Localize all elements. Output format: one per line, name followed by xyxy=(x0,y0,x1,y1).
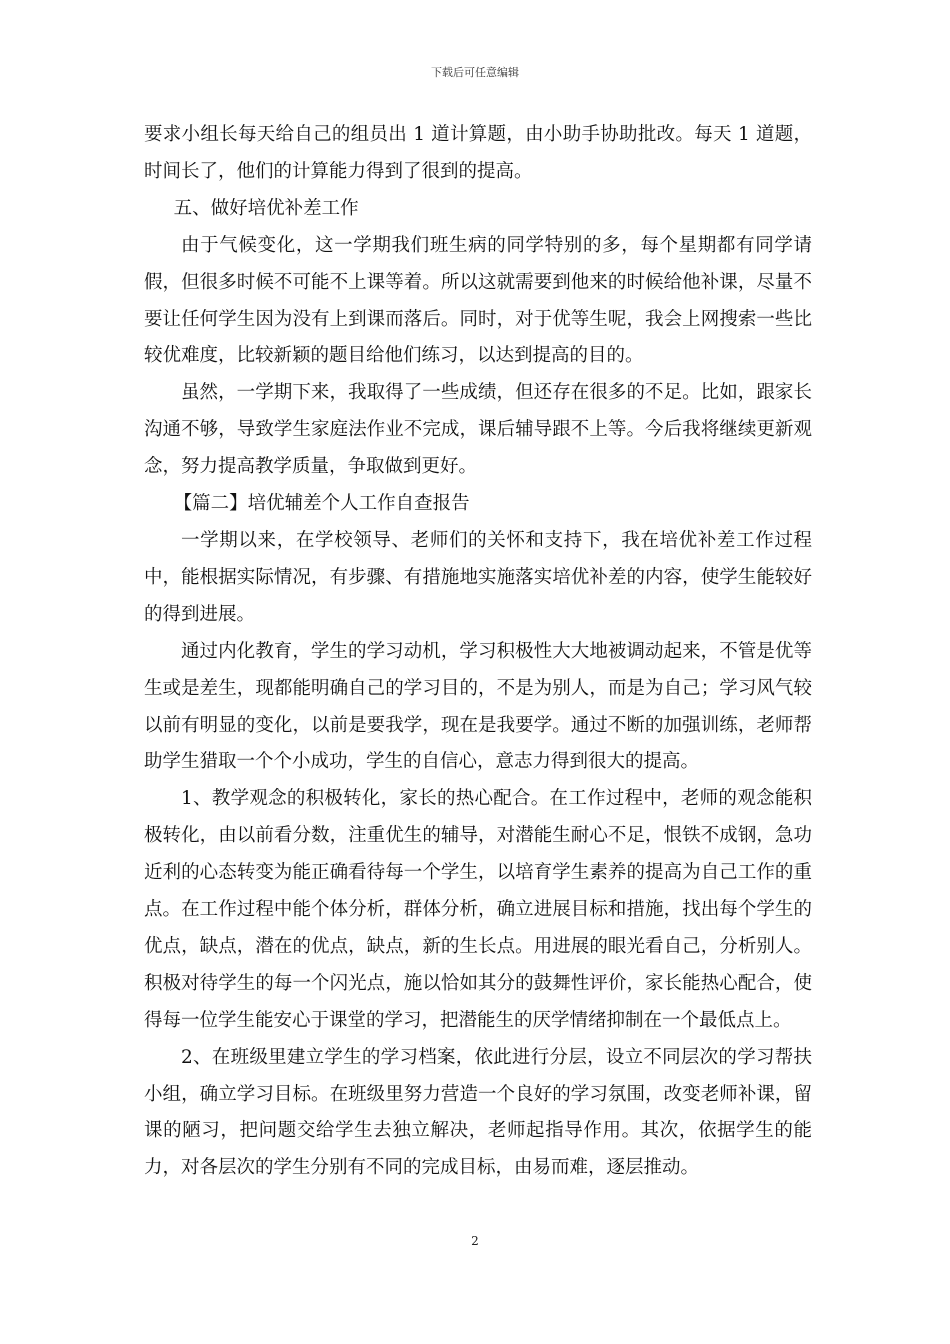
paragraph: 2、在班级里建立学生的学习档案，依此进行分层，设立不同层次的学习帮扶小组，确立学习目标。在班级里努力营造一个良好的学习氛围，改变老师补课，留课的陋习，把问题交给学生去独立解决，老师起指导作用。其次，依据学生的能力，对各层次的学生分别有不同的完成目标，由易而难，逐层推动。 xyxy=(144,1046,812,1179)
paragraph: 通过内化教育，学生的学习动机，学习积极性大大地被调动起来，不管是优等生或是差生，现都能明确自己的学习目的，不是为别人，而是为自己；学习风气较以前有明显的变化，以前是要我学，现在是我要学。通过不断的加强训练，老师帮助学生猎取一个个小成功，学生的自信心，意志力得到很大的提高。 xyxy=(144,640,812,773)
paragraph: 虽然，一学期下来，我取得了一些成绩，但还存在很多的不足。比如，跟家长沟通不够，导致学生家庭法作业不完成，课后辅导跟不上等。今后我将继续更新观念，努力提高教学质量，争取做到更好。 xyxy=(144,382,812,478)
paragraph-continued: 要求小组长每天给自己的组员出 1 道计算题，由小助手协助批改。每天 1 道题，时间长了，他们的计算能力得到了很到的提高。 xyxy=(144,124,812,182)
paragraph: 一学期以来，在学校领导、老师们的关怀和支持下，我在培优补差工作过程中，能根据实际情况，有步骤、有措施地实施落实培优补差的内容，使学生能较好的得到进展。 xyxy=(144,529,812,625)
page-header: 下载后可任意编辑 xyxy=(431,66,519,79)
page-number: 2 xyxy=(471,1234,479,1248)
section-heading: 五、做好培优补差工作 xyxy=(173,197,359,219)
paragraph: 1、教学观念的积极转化，家长的热心配合。在工作过程中，老师的观念能积极转化，由以前看分数，注重优生的辅导，对潜能生耐心不足，恨铁不成钢，急功近利的心态转变为能正确看待每一个学生，以培育学生素养的提高为自己工作的重点。在工作过程中能个体分析，群体分析，确立进展目标和措施，找出每个学生的优点，缺点，潜在的优点，缺点，新的生长点。用进展的眼光看自己，分析别人。积极对待学生的每一个闪光点，施以恰如其分的鼓舞性评价，家长能热心配合，使得每一位学生能安心于课堂的学习，把潜能生的厌学情绪抑制在一个最低点上。 xyxy=(144,788,812,1031)
body-text xyxy=(144,117,812,1187)
paragraph: 由于气候变化，这一学期我们班生病的同学特别的多，每个星期都有同学请假，但很多时候不可能不上课等着。所以这就需要到他来的时候给他补课，尽量不要让任何学生因为没有上到课而落后。同时，对于优等生呢，我会上网搜索一些比较优难度，比较新颖的题目给他们练习，以达到提高的目的。 xyxy=(144,234,812,367)
article-title: 【篇二】培优辅差个人工作自查报告 xyxy=(173,493,470,515)
